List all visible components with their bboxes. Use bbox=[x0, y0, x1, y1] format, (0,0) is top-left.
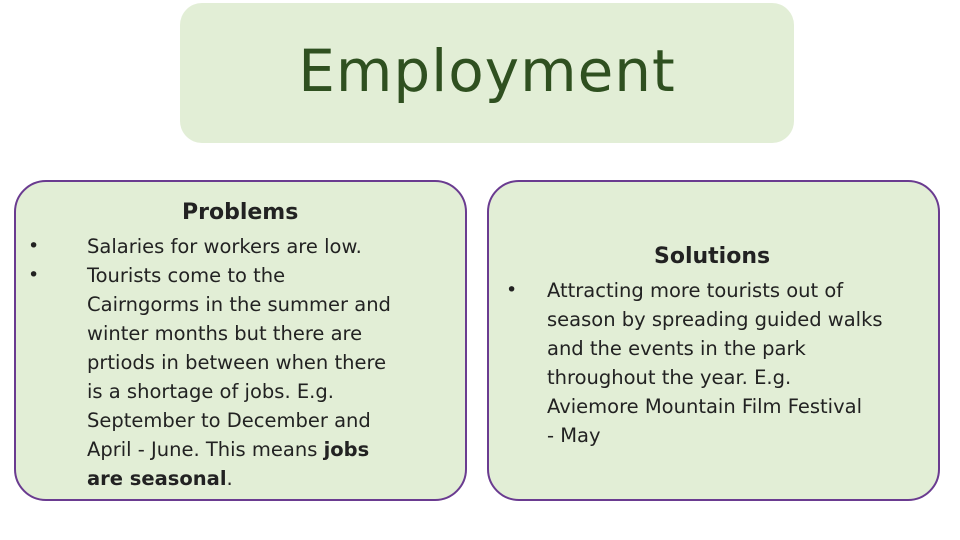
page-title: Employment bbox=[298, 37, 676, 105]
problems-bullets bbox=[28, 232, 39, 290]
problems-line: winter months but there are bbox=[87, 322, 363, 345]
problems-line: Salaries for workers are low. bbox=[87, 235, 362, 258]
bullet-1: • bbox=[28, 235, 40, 257]
bullet-2: • bbox=[28, 264, 40, 286]
solutions-line: and the events in the park bbox=[547, 337, 806, 360]
solutions-bullet: • bbox=[506, 279, 518, 301]
solutions-line: season by spreading guided walks bbox=[547, 308, 883, 331]
problems-line: Cairngorms in the summer and bbox=[87, 293, 391, 316]
problems-line bbox=[87, 464, 391, 493]
solutions-card bbox=[487, 180, 940, 501]
solutions-line: Aviemore Mountain Film Festival bbox=[547, 395, 863, 418]
problems-line: prtiods in between when there bbox=[87, 351, 387, 374]
problems-text bbox=[87, 232, 391, 493]
solutions-line: Attracting more tourists out of bbox=[547, 279, 844, 302]
problems-line: is a shortage of jobs. E.g. bbox=[87, 380, 334, 403]
problems-line-end: . bbox=[226, 467, 233, 490]
problems-line-text: April - June. This means bbox=[87, 438, 324, 461]
title-box bbox=[180, 3, 794, 143]
problems-line bbox=[87, 435, 391, 464]
jobs-emphasis: jobs bbox=[323, 438, 370, 461]
problems-line: Tourists come to the bbox=[87, 264, 286, 287]
solutions-heading: Solutions bbox=[654, 244, 771, 269]
solutions-text bbox=[547, 276, 883, 450]
seasonal-emphasis: are seasonal bbox=[87, 467, 227, 490]
solutions-line: - May bbox=[547, 424, 601, 447]
problems-line: September to December and bbox=[87, 409, 371, 432]
problems-card bbox=[14, 180, 467, 501]
solutions-line: throughout the year. E.g. bbox=[547, 366, 792, 389]
problems-heading: Problems bbox=[182, 200, 299, 225]
